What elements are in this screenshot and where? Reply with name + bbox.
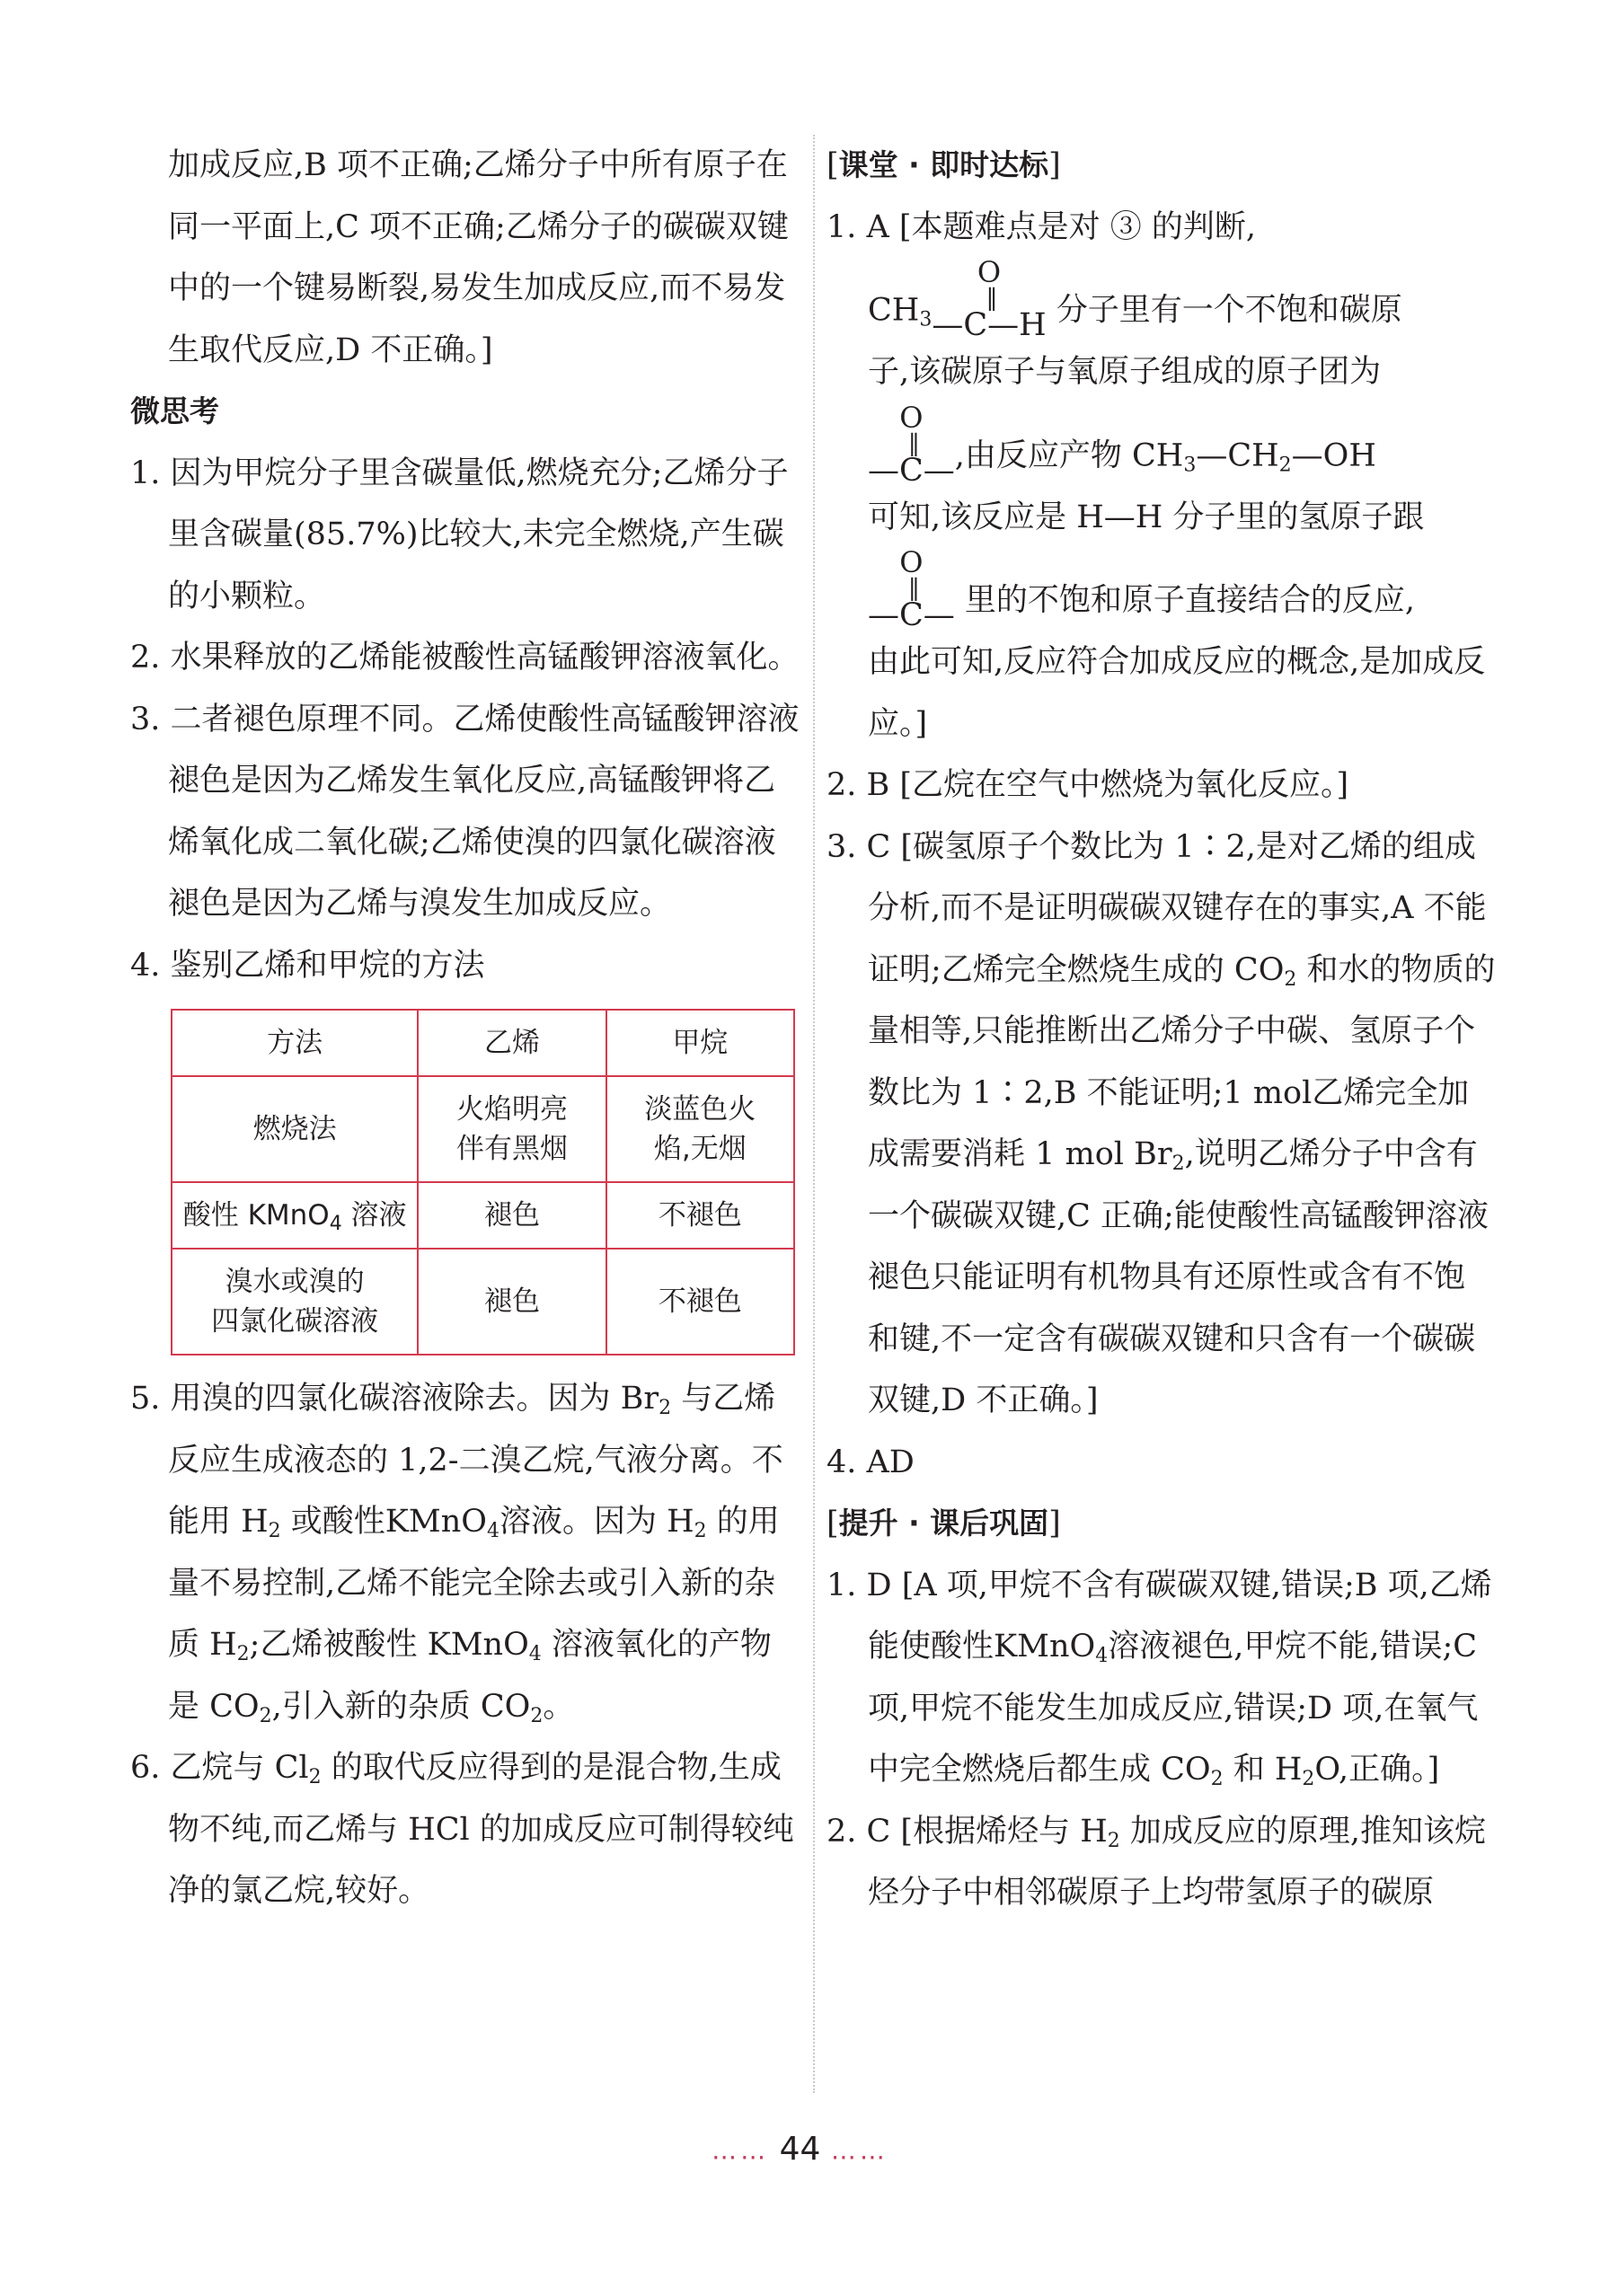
cell-line: 淡蓝色火 (644, 1093, 756, 1126)
table-cell (606, 1076, 794, 1182)
answer-1-line: 可知,该反应是 H—H 分子里的氢原子跟 (868, 499, 1425, 535)
heading-weisikao: 微思考 (130, 393, 219, 428)
table-cell: 褪色 (418, 1182, 606, 1249)
table-header-methane: 甲烷 (606, 1010, 794, 1076)
carbonyl-group-line-2: O ‖ —C— 里的不饱和原子直接结合的反应, (868, 545, 1416, 633)
table-cell (418, 1076, 606, 1182)
table-cell: 褪色 (418, 1249, 606, 1355)
think-item-6: 6. 乙烷与 $Cl_2$ 的取代反应得到的是混合物,生成物不纯,而乙烯与 HCl 的加成反应可制得较纯净的氯乙烷,较好。 (130, 1750, 794, 1909)
answer-1: 1. A [本题难点是对 ③ 的判断, (827, 208, 1256, 245)
answer-continuation: 加成反应,B 项不正确;乙烯分子中所有原子在同一平面上,C 项不正确;乙烯分子的碳碳双键中的一个键易断裂,易发生加成反应,而不易发生取代反应,D 不正确。] (168, 147, 789, 368)
aldehyde-formula-line: $CH_3$ O ‖ —C—H 分子里有一个不饱和碳原 (868, 255, 1402, 343)
cell-line: 焰,无烟 (653, 1133, 747, 1165)
cell-line: 四氯化碳溶液 (211, 1305, 379, 1338)
answer-1-line: 由此可知,反应符合加成反应的概念,是加成反应。] (868, 644, 1486, 742)
answer-4: 4. AD (827, 1444, 915, 1480)
table-header-method: 方法 (172, 1010, 418, 1076)
table-row (172, 1010, 794, 1076)
page-number: 44 (779, 2131, 821, 2168)
think-item-5: 5. 用溴的四氯化碳溶液除去。因为 $Br_2$ 与乙烯反应生成液态的 1,2-二溴乙烷,气液分离。不能用 $H_2$ 或酸性KMnO$_4$溶液。因为 $H_2$ 的用量不易控制,乙烯不能完全除去或引入新的杂质 $H_2$;乙烯被酸性 KMnO$_4$ 溶液氧化的产物是 $CO_2$,引入新的杂质 $CO_2$。 (130, 1381, 783, 1727)
section-heading-classroom: [课堂 · 即时达标] (827, 147, 1061, 183)
page-footer (0, 2131, 1600, 2168)
answer-2: 2. B [乙烷在空气中燃烧为氧化反应。] (827, 767, 1349, 803)
table-cell: 不褪色 (606, 1249, 794, 1355)
carbonyl-group: O ‖ —C— (868, 545, 955, 633)
table-row (172, 1249, 794, 1355)
improve-answer-1: 1. D [A 项,甲烷不含有碳碳双键,错误;B 项,乙烯能使酸性KMnO$_4$溶液褪色,甲烷不能,错误;C 项,甲烷不能发生加成反应,错误;D 项,在氧气中完全燃烧后都生成 $CO_2$ 和 $H_2O$,正确。] (827, 1567, 1492, 1790)
cell-line: 溴水或溴的 (225, 1266, 365, 1298)
cell-text: 酸性 KMnO (182, 1199, 330, 1232)
section-heading-improve: [提升 · 课后巩固] (827, 1506, 1061, 1541)
footer-dots-left: …… (712, 2135, 770, 2166)
carbonyl-group-line: O ‖ —C— ,由反应产物 $CH_3—CH_2—OH$ (868, 400, 1376, 489)
answer-3: 3. C [碳氢原子个数比为 1∶2,是对乙烯的组成分析,而不是证明碳碳双键存在的事实,A 不能证明;乙烯完全燃烧生成的 $CO_2$ 和水的物质的量相等,只能推断出乙烯分子中碳、氢原子个数比为 1∶2,B 不能证明;1 mol乙烯完全加成需要消耗 1 mol $Br_2$,说明乙烯分子中含有一个碳碳双键,C 正确;能使酸性高锰酸钾溶液褪色只能证明有机物具有还原性或含有不饱和键,不一定含有碳碳双键和只含有一个碳碳双键,D 不正确。] (827, 828, 1496, 1418)
footer-dots-right: …… (830, 2135, 888, 2166)
cell-line: 伴有黑烟 (455, 1133, 568, 1165)
table-header-ethylene: 乙烯 (418, 1010, 606, 1076)
improve-answer-2: 2. C [根据烯烃与 $H_2$ 加成反应的原理,推知该烷烃分子中相邻碳原子上均带氢原子的碳原 (827, 1813, 1486, 1911)
subscript: 4 (329, 1213, 342, 1235)
comparison-table (171, 1009, 795, 1356)
table-cell (172, 1249, 418, 1355)
column-divider (813, 135, 815, 2093)
think-item-1: 1. 因为甲烷分子里含碳量低,燃烧充分;乙烯分子里含碳量(85.7%)比较大,未完全燃烧,产生碳的小颗粒。 (130, 455, 789, 614)
table-cell: 不褪色 (606, 1182, 794, 1249)
think-item-3: 3. 二者褪色原理不同。乙烯使酸性高锰酸钾溶液褪色是因为乙烯发生氧化反应,高锰酸钾将乙烯氧化成二氧化碳;乙烯使溴的四氯化碳溶液褪色是因为乙烯与溴发生加成反应。 (130, 701, 800, 922)
left-column (130, 135, 800, 1922)
cell-line: 火焰明亮 (455, 1093, 568, 1126)
answer-1-line: 子,该碳原子与氧原子组成的原子团为 (868, 354, 1382, 390)
carbonyl-formula: O ‖ —C—H (932, 255, 1047, 343)
table-row (172, 1182, 794, 1249)
table-cell: 燃烧法 (172, 1076, 418, 1182)
think-item-4: 4. 鉴别乙烯和甲烷的方法 (130, 947, 485, 984)
table-cell (172, 1182, 418, 1249)
think-item-2: 2. 水果释放的乙烯能被酸性高锰酸钾溶液氧化。 (130, 640, 800, 676)
right-column (827, 135, 1496, 1924)
carbonyl-group: O ‖ —C— (868, 400, 955, 489)
table-row (172, 1076, 794, 1182)
cell-text: 溶液 (341, 1199, 407, 1232)
